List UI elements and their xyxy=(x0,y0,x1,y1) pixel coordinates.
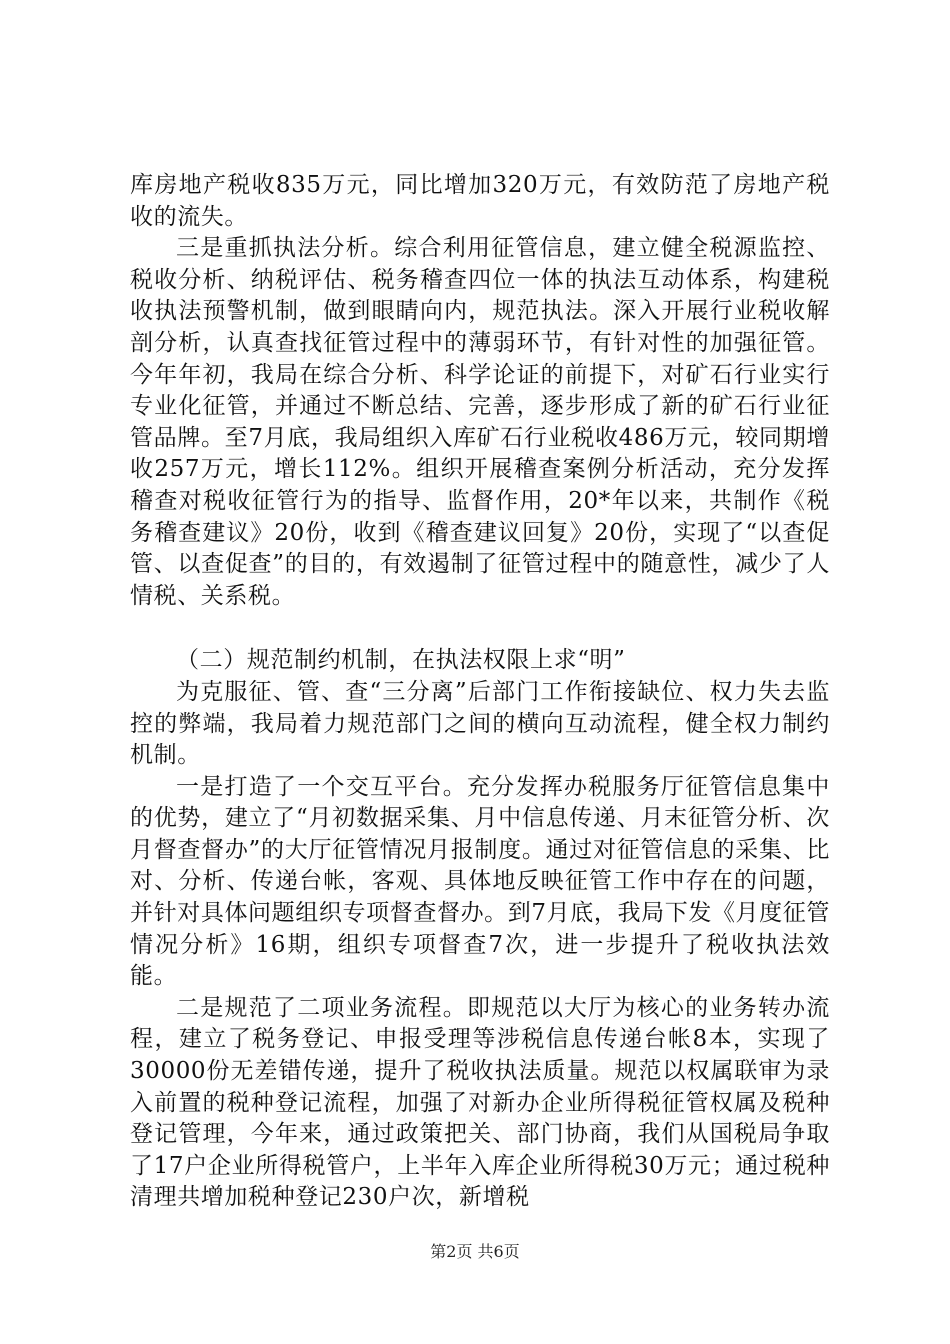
paragraph-continuation: 库房地产税收835万元，同比增加320万元，有效防范了房地产税收的流失。 xyxy=(130,172,830,230)
paragraph-interaction-platform: 一是打造了一个交互平台。充分发挥办税服务厅征管信息集中的优势，建立了“月初数据采集、月中信息传递、月末征管分析、次月督查督办”的大厅征管情况月报制度。通过对征管信息的采集、比对、分析、传递台帐，客观、具体地反映征管工作中存在的问题，并针对具体问题组织专项督查督办。到7月底，我局下发《月度征管情况分析》16期，组织专项督查7次，进一步提升了税收执法效能。 xyxy=(130,773,830,990)
section-heading: （二）规范制约机制，在执法权限上求“明” xyxy=(176,647,626,674)
paragraph-business-processes: 二是规范了二项业务流程。即规范以大厅为核心的业务转办流程，建立了税务登记、申报受理等涉税信息传递台帐8本，实现了30000份无差错传递，提升了税收执法质量。规范以权属联审为录入前置的税种登记流程，加强了对新办企业所得税征管权属及税种登记管理，今年来，通过政策把关、部门协商，我们从国税局争取了17户企业所得税管户，上半年入库企业所得税30万元；通过税种清理共增加税种登记230户次，新增税 xyxy=(130,994,830,1211)
paragraph-law-enforcement-analysis: 三是重抓执法分析。综合利用征管信息，建立健全税源监控、税收分析、纳税评估、税务稽查四位一体的执法互动体系，构建税收执法预警机制，做到眼睛向内，规范执法。深入开展行业税收解剖分析，认真查找征管过程中的薄弱环节，有针对性的加强征管。今年年初，我局在综合分析、科学论证的前提下，对矿石行业实行专业化征管，并通过不断总结、完善，逐步形成了新的矿石行业征管品牌。至7月底，我局组织入库矿石行业税收486万元，较同期增收257万元，增长112%。组织开展稽查案例分析活动，充分发挥稽查对税收征管行为的指导、监督作用，20*年以来，共制作《税务稽查建议》20份，收到《稽查建议回复》20份，实现了“以查促管、以查促查”的目的，有效遏制了征管过程中的随意性，减少了人情税、关系税。 xyxy=(130,235,830,609)
page-number-footer: 第2页 共6页 xyxy=(430,1242,520,1261)
document-body xyxy=(130,170,830,1214)
paragraph-section-intro: 为克服征、管、查“三分离”后部门工作衔接缺位、权力失去监控的弊端，我局着力规范部门之间的横向互动流程，健全权力制约机制。 xyxy=(130,678,830,769)
